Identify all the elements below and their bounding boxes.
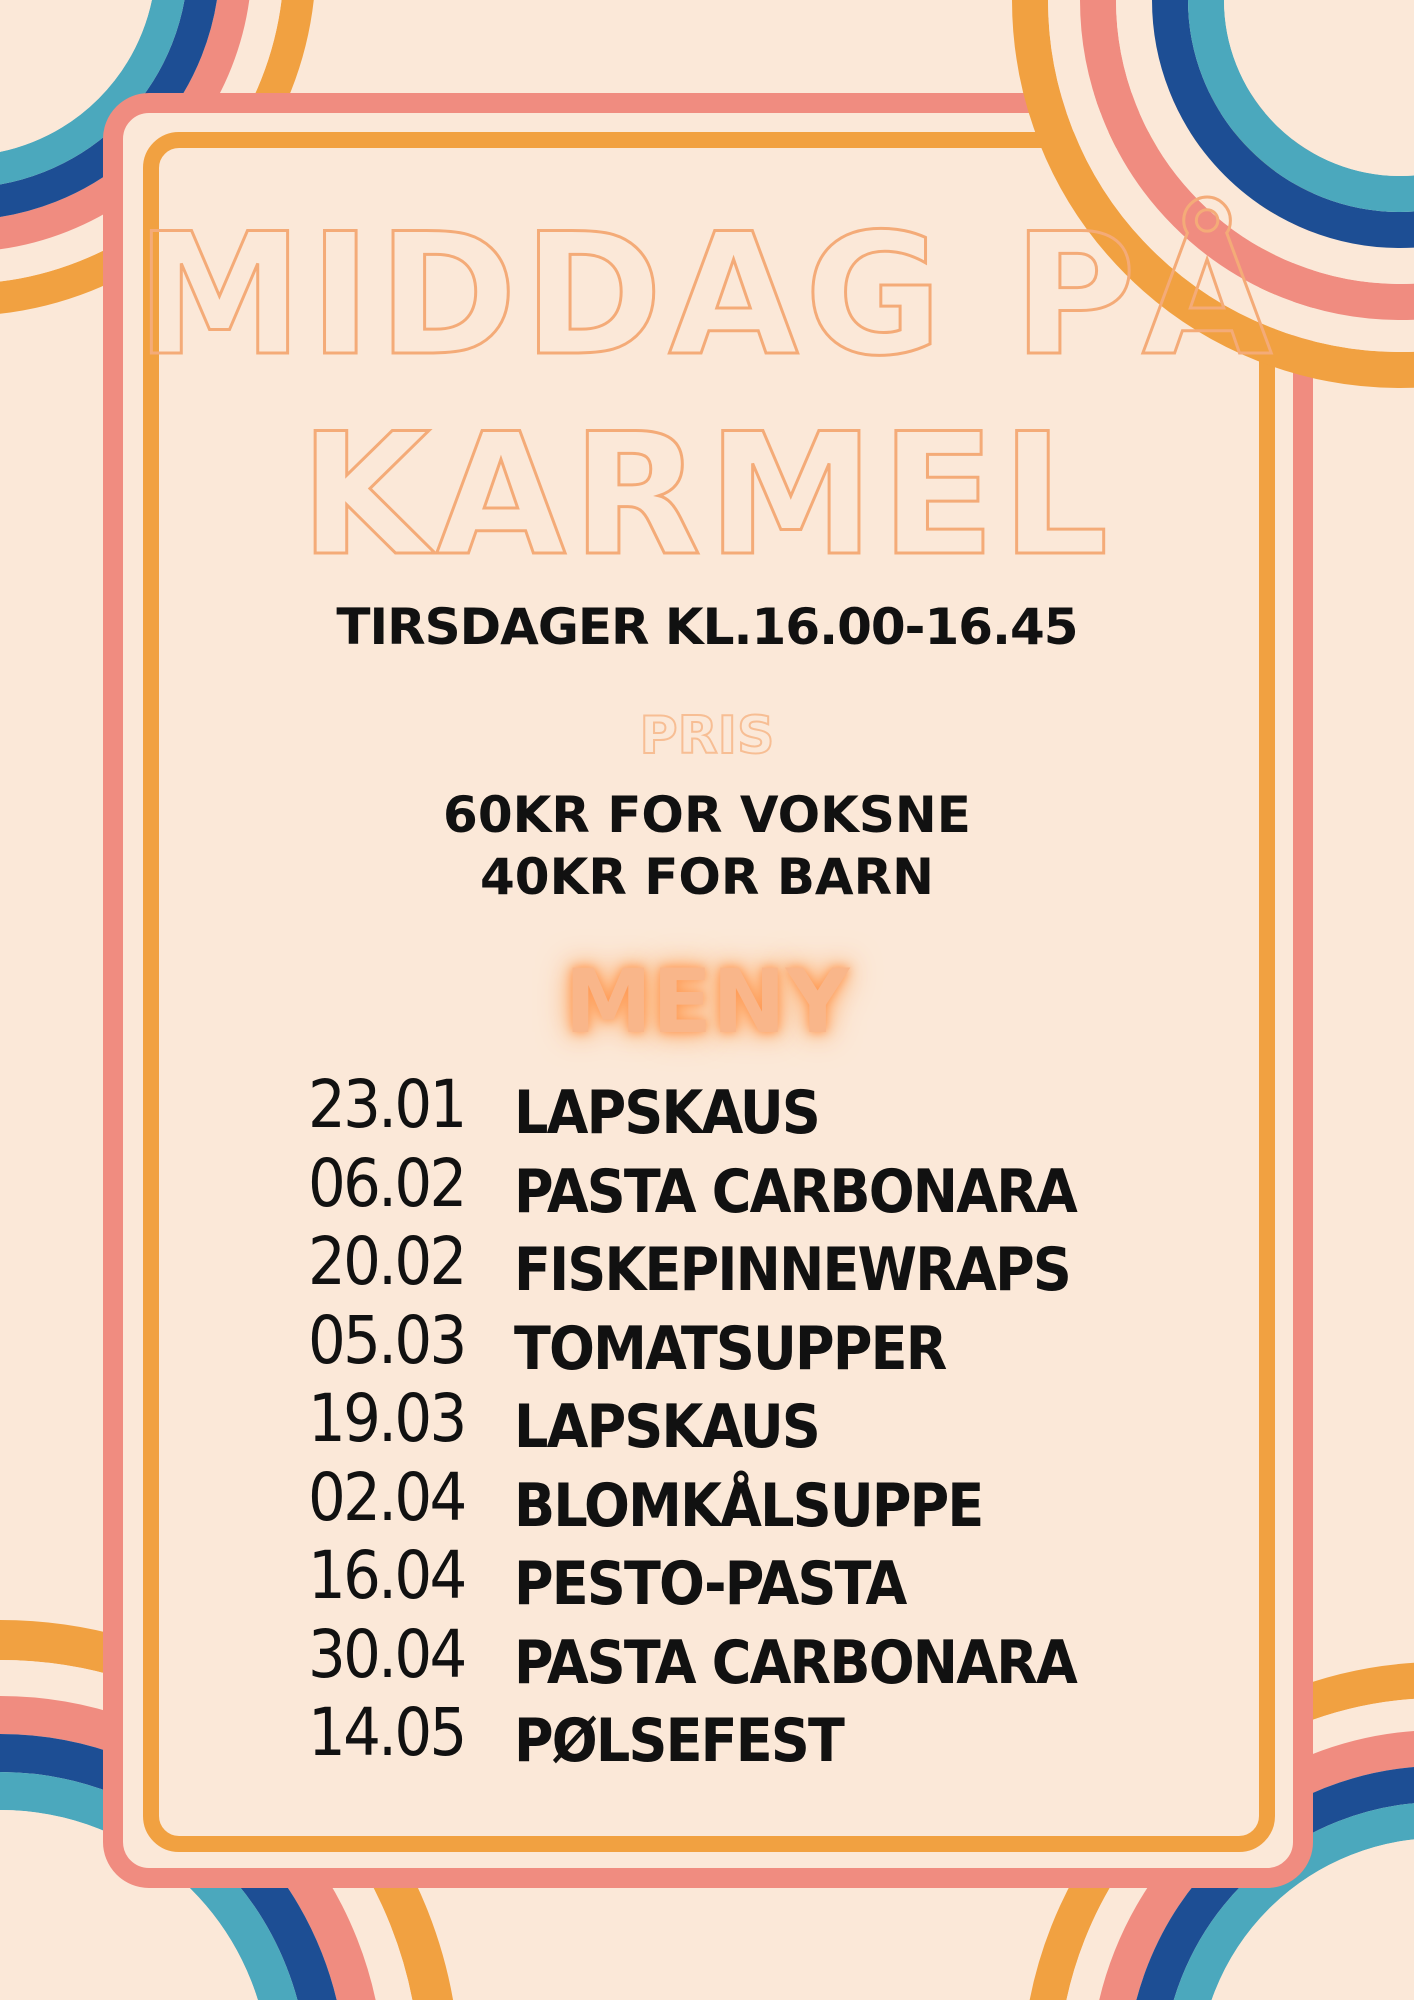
title-line-2: KARMEL bbox=[299, 397, 1115, 593]
menu-item-dish: BLOMKÅLSUPPE bbox=[514, 1470, 983, 1541]
menu-item-dish: PASTA CARBONARA bbox=[514, 1156, 1076, 1227]
menu-item-date: 05.03 bbox=[308, 1301, 465, 1379]
menu-item-date: 30.04 bbox=[308, 1615, 465, 1693]
schedule-text: TIRSDAGER KL.16.00-16.45 bbox=[336, 598, 1078, 656]
menu-item bbox=[308, 1458, 1208, 1541]
menu-item-dish: LAPSKAUS bbox=[514, 1392, 819, 1462]
price-adults: 60KR FOR VOKSNE bbox=[443, 786, 971, 844]
menu-list bbox=[308, 1066, 1208, 1776]
menu-item bbox=[308, 1537, 1208, 1619]
menu-item-date: 06.02 bbox=[308, 1144, 465, 1222]
menu-heading: MENY bbox=[564, 950, 850, 1053]
menu-item bbox=[308, 1380, 1208, 1462]
menu-item bbox=[308, 1694, 1208, 1776]
menu-item-dish: LAPSKAUS bbox=[514, 1078, 819, 1148]
menu-item-date: 20.02 bbox=[308, 1223, 465, 1300]
menu-item-dish: PESTO-PASTA bbox=[514, 1549, 906, 1619]
menu-item-date: 02.04 bbox=[308, 1458, 465, 1536]
menu-item bbox=[308, 1615, 1208, 1698]
menu-item bbox=[308, 1301, 1208, 1384]
menu-item-date: 23.01 bbox=[308, 1066, 465, 1143]
menu-item-date: 14.05 bbox=[308, 1694, 465, 1771]
price-heading: PRIS bbox=[639, 706, 775, 766]
menu-item-dish: FISKEPINNEWRAPS bbox=[514, 1235, 1070, 1305]
menu-item bbox=[308, 1066, 1208, 1148]
menu-item bbox=[308, 1223, 1208, 1305]
title-line-1: MIDDAG PÅ bbox=[135, 197, 1279, 393]
menu-item bbox=[308, 1144, 1208, 1227]
menu-item-date: 16.04 bbox=[308, 1537, 465, 1614]
menu-item-date: 19.03 bbox=[308, 1380, 465, 1457]
menu-item-dish: PASTA CARBONARA bbox=[514, 1627, 1076, 1698]
menu-item-dish: PØLSEFEST bbox=[514, 1706, 843, 1776]
price-children: 40KR FOR BARN bbox=[480, 848, 934, 906]
menu-item-dish: TOMATSUPPER bbox=[514, 1313, 946, 1384]
